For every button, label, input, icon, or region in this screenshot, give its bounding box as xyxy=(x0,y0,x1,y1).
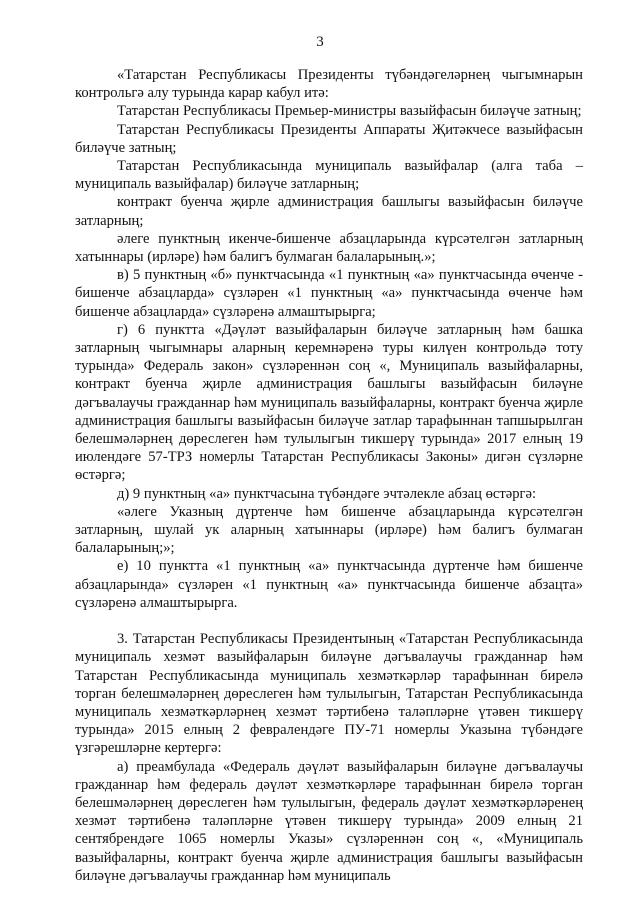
paragraph: Татарстан Республикасында муниципаль вазыйфалар (алга таба – муниципаль вазыйфалар) биләүче затларның; xyxy=(75,158,583,193)
document-body xyxy=(75,66,583,885)
paragraph: «Татарстан Республикасы Президенты түбәндәгеләрнең чыгымнарын контрольгә алу турында карар кабул итә: xyxy=(75,67,583,102)
paragraph: д) 9 пунктның «а» пунктчасына түбәндәге эчтәлекле абзац өстәргә: xyxy=(117,485,537,502)
paragraph: Татарстан Республикасы Президенты Аппараты Җитәкчесе вазыйфасын биләүче затның; xyxy=(75,121,583,156)
paragraph: контракт буенча җирле администрация башлыгы вазыйфасын биләүче затларның; xyxy=(75,194,583,229)
paragraph: е) 10 пунктта «1 пунктның «а» пунктчасында дүртенче һәм бишенче абзацларында» сүзләрен «1 пунктның «а» пунктчасында бишенче абзацта» сүзләренә алмаштырырга. xyxy=(75,558,583,611)
paragraph: а) преамбулада «Федераль дәүләт вазыйфаларын биләүне дәгъвалаучы гражданнар һәм федераль дәүләт хезмәткәрләре тарафыннан бирелә торган белешмәләрнең дөреслеген һәм тулылыгын, федераль дәүләт хезмәткәрләренең хезмәт тәртибенә таләпләрне үтәвен тикшерү турында» 2009 елның 21 сентябрендәге 1065 номерлы Указы» сүзләреннән соң «, «Муниципаль вазыйфаларны, контракт буенча җирле администрация башлыгы вазыйфасын биләүне дәгъвалаучы гражданнар һәм муниципаль xyxy=(75,758,583,884)
paragraph: в) 5 пунктның «б» пунктчасында «1 пунктның «а» пунктчасында өченче - бишенче абзацларда» сүзләрен «1 пунктның «а» пунктчасында өченче һәм бишенче абзацларда» сүзләренә алмаштырырга; xyxy=(75,267,583,320)
paragraph: әлеге пунктның икенче-бишенче абзацларында күрсәтелгән затларның хатыннары (ирләре) һәм балигъ булмаган балаларының.»; xyxy=(75,230,583,266)
paragraph: 3. Татарстан Республикасы Президентының «Татарстан Республикасында муниципаль хезмәт вазыйфаларын биләүне дәгъвалаучы гражданнар һәм Татарстан Республикасында муниципаль хезмәткәрләр тарафыннан бирелә торган белешмәләрнең дөреслеген һәм тулылыгын, Татарстан Республикасында муниципаль хезмәткәрләрнең хезмәт тәртибенә таләпләрне үтәвен тикшерү турында» 2015 елның 2 февралендәге ПУ-71 номерлы Указына түбәндәге үзгәрешләрне кертергә: xyxy=(75,631,583,757)
paragraph: «әлеге Указның дүртенче һәм бишенче абзацларында күрсәтелгән затларның, шулай ук аларның хатыннары (ирләре) һәм балигъ булмаган балаларының;»; xyxy=(75,503,583,557)
paragraph: г) 6 пунктта «Дәүләт вазыйфаларын биләүче затларның һәм башка затларның чыгымнары аларның керемнәренә туры килүен контрольдә тоту турында» Федераль закон» сүзләреннән соң «, Муниципаль вазыйфаларны, контракт буенча җирле администрация башлыгы вазыйфасын биләүне дәгъвалаучы гражданнар һәм муниципаль вазыйфаларны, контракт буенча җирле администрация башлыгы вазыйфасын биләүче затлар тарафыннан тапшырылган белешмәләрнең дөреслеген һәм тулылыгын тикшерү турында» 2017 елның 19 июлендәге 57-ТРЗ номерлы Татарстан Республикасы Законы» дигән сүзләрне өстәргә; xyxy=(75,321,583,484)
page-number: 3 xyxy=(316,34,324,50)
paragraph: Татарстан Республикасы Премьер-министры вазыйфасын биләүче затның; xyxy=(117,103,582,120)
